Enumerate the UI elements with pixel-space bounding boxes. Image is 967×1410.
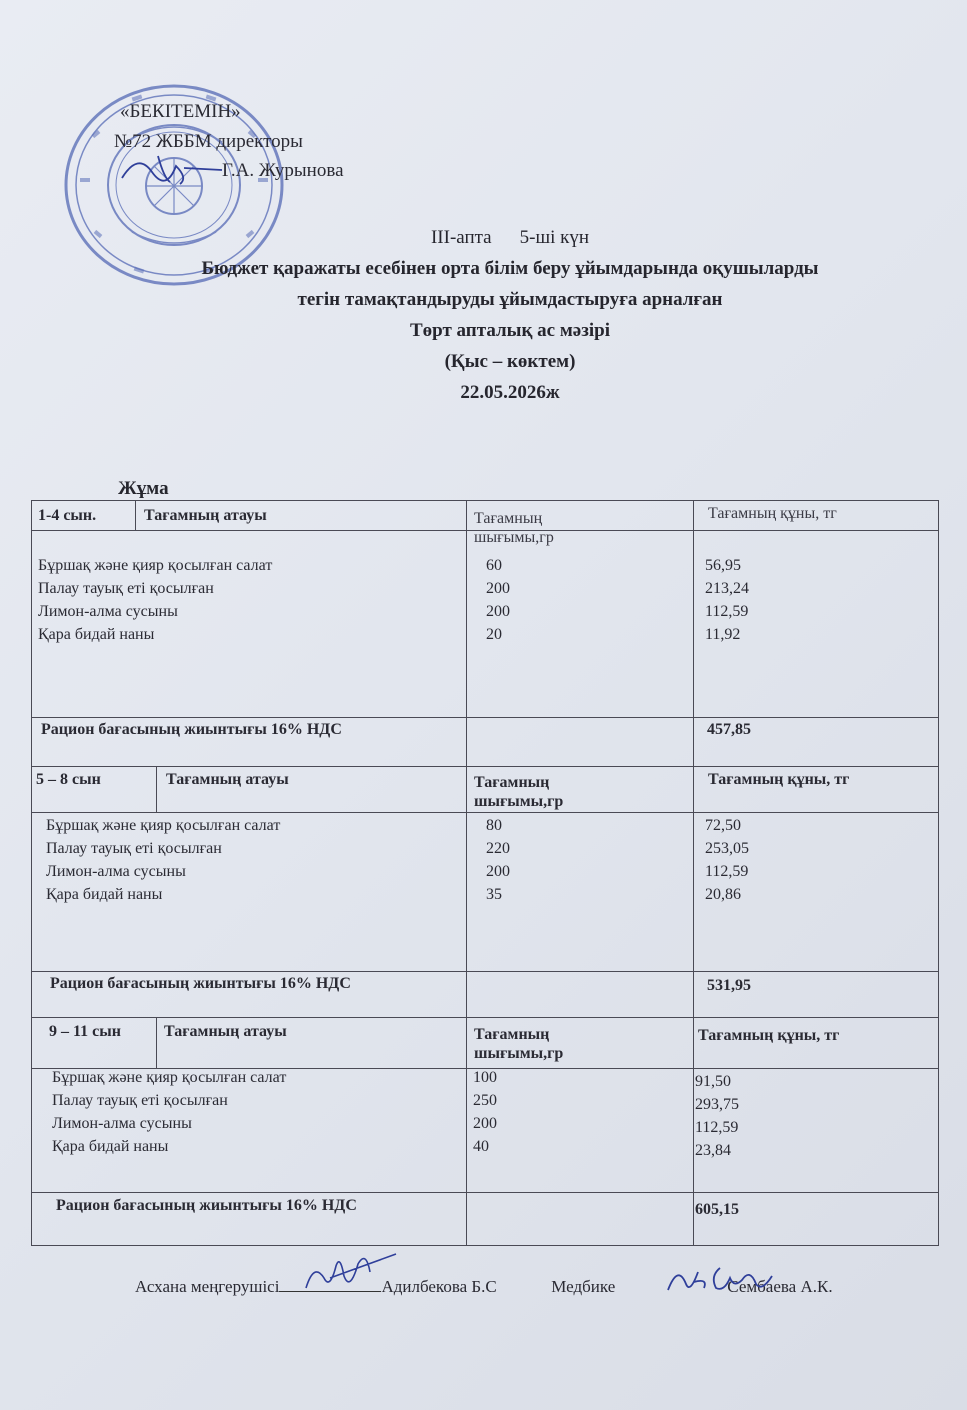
col-price-header: Тағамның құны, тг [708,505,837,522]
dish-price: 72,50 [705,817,741,834]
col-price-header: Тағамның құны, тг [698,1027,840,1044]
price-list [705,555,749,647]
heading-line-3: Төрт апталық ас мәзірі [409,320,610,341]
table-col-rule [156,1017,157,1068]
output-list [473,1067,497,1159]
total-value: 605,15 [695,1201,739,1218]
grade-label: 9 – 11 сын [49,1023,121,1040]
dish-output: 200 [486,580,510,597]
dish-output: 200 [473,1115,497,1132]
table-rule [32,971,938,972]
dish-name: Лимон-алма сусыны [38,603,178,620]
nurse-signature [664,1258,776,1298]
dish-list [52,1067,286,1159]
dish-price: 56,95 [705,557,741,574]
total-value: 457,85 [707,721,751,738]
dish-name: Палау тауық еті қосылған [38,580,214,597]
dish-name: Лимон-алма сусыны [46,863,186,880]
dish-output: 40 [473,1138,489,1155]
nurse-name: Сембаева А.К. [727,1277,833,1296]
menu-heading [0,222,967,408]
dish-name: Қара бидай наны [52,1138,169,1155]
dish-name: Палау тауық еті қосылған [52,1092,228,1109]
dish-output: 80 [486,817,502,834]
dish-name: Бұршақ және қияр қосылған салат [38,557,273,574]
day-number-label: 5-ші күн [519,227,590,248]
dish-output: 200 [486,863,510,880]
cook-label: Асхана меңгерушісі [135,1277,280,1296]
output-list [486,555,510,647]
dish-price: 253,05 [705,840,749,857]
dish-price: 20,86 [705,886,741,903]
grade-label: 1-4 сын. [38,507,97,524]
dish-output: 100 [473,1069,497,1086]
dish-name: Қара бидай наны [46,886,163,903]
col-dish-name-header: Тағамның атауы [164,1023,287,1040]
col-price-header: Тағамның құны, тг [708,771,850,788]
approval-title: «БЕКІТЕМІН» [120,101,241,122]
col-dish-name-header: Тағамның атауы [144,507,267,524]
dish-list [46,815,280,907]
dish-price: 213,24 [705,580,749,597]
table-rule [32,766,938,767]
dish-price: 112,59 [705,603,749,620]
table-col-rule [693,501,694,1245]
total-label: Рацион бағасының жиынтығы 16% НДС [41,721,342,738]
table-rule [32,717,938,718]
dish-name: Бұршақ және қияр қосылған салат [46,817,281,834]
dish-price: 112,59 [695,1119,739,1136]
col-output-header: Тағамның шығымы,гр [474,510,554,546]
cook-signature [300,1248,400,1296]
price-list [705,815,749,907]
total-value: 531,95 [707,977,751,994]
dish-output: 20 [486,626,502,643]
dish-price: 293,75 [695,1096,739,1113]
nurse-label: Медбике [551,1277,616,1296]
week-day-line [0,222,967,253]
heading-season: (Қыс – көктем) [444,351,576,372]
col-output-header: Тағамның шығымы,гр [474,774,564,810]
table-rule [32,812,938,813]
approval-position: №72 ЖББМ директоры [114,131,303,152]
approval-director-name: Г.А. Журынова [222,160,344,181]
table-rule [32,1017,938,1018]
dish-name: Бұршақ және қияр қосылған салат [52,1069,287,1086]
dish-output: 220 [486,840,510,857]
week-label: III-апта [430,227,492,248]
dish-list [38,555,272,647]
dish-price: 11,92 [705,626,741,643]
dish-price: 91,50 [695,1073,731,1090]
col-output-header: Тағамның шығымы,гр [474,1026,564,1062]
price-list [695,1071,739,1163]
dish-price: 112,59 [705,863,749,880]
output-list [486,815,510,907]
table-col-rule [156,766,157,812]
dish-output: 60 [486,557,502,574]
heading-line-1: Бюджет қаражаты есебінен орта білім беру ұйымдарында оқушыларды [201,258,819,279]
menu-table [31,500,939,1246]
dish-output: 35 [486,886,502,903]
dish-name: Лимон-алма сусыны [52,1115,192,1132]
director-signature [118,148,228,188]
total-label: Рацион бағасының жиынтығы 16% НДС [56,1197,357,1214]
total-label: Рацион бағасының жиынтығы 16% НДС [50,975,351,992]
heading-line-2: тегін тамақтандыруды ұйымдастыруға арналған [297,289,723,310]
dish-output: 200 [486,603,510,620]
col-dish-name-header: Тағамның атауы [166,771,289,788]
cook-name: Адилбекова Б.С [381,1277,497,1296]
dish-name: Палау тауық еті қосылған [46,840,222,857]
dish-price: 23,84 [695,1142,731,1159]
table-col-rule [135,501,136,530]
grade-label: 5 – 8 сын [36,771,101,788]
table-col-rule [466,501,467,1245]
day-name: Жұма [118,478,169,499]
table-rule [32,1192,938,1193]
heading-date: 22.05.2026ж [460,382,560,403]
dish-output: 250 [473,1092,497,1109]
dish-name: Қара бидай наны [38,626,155,643]
